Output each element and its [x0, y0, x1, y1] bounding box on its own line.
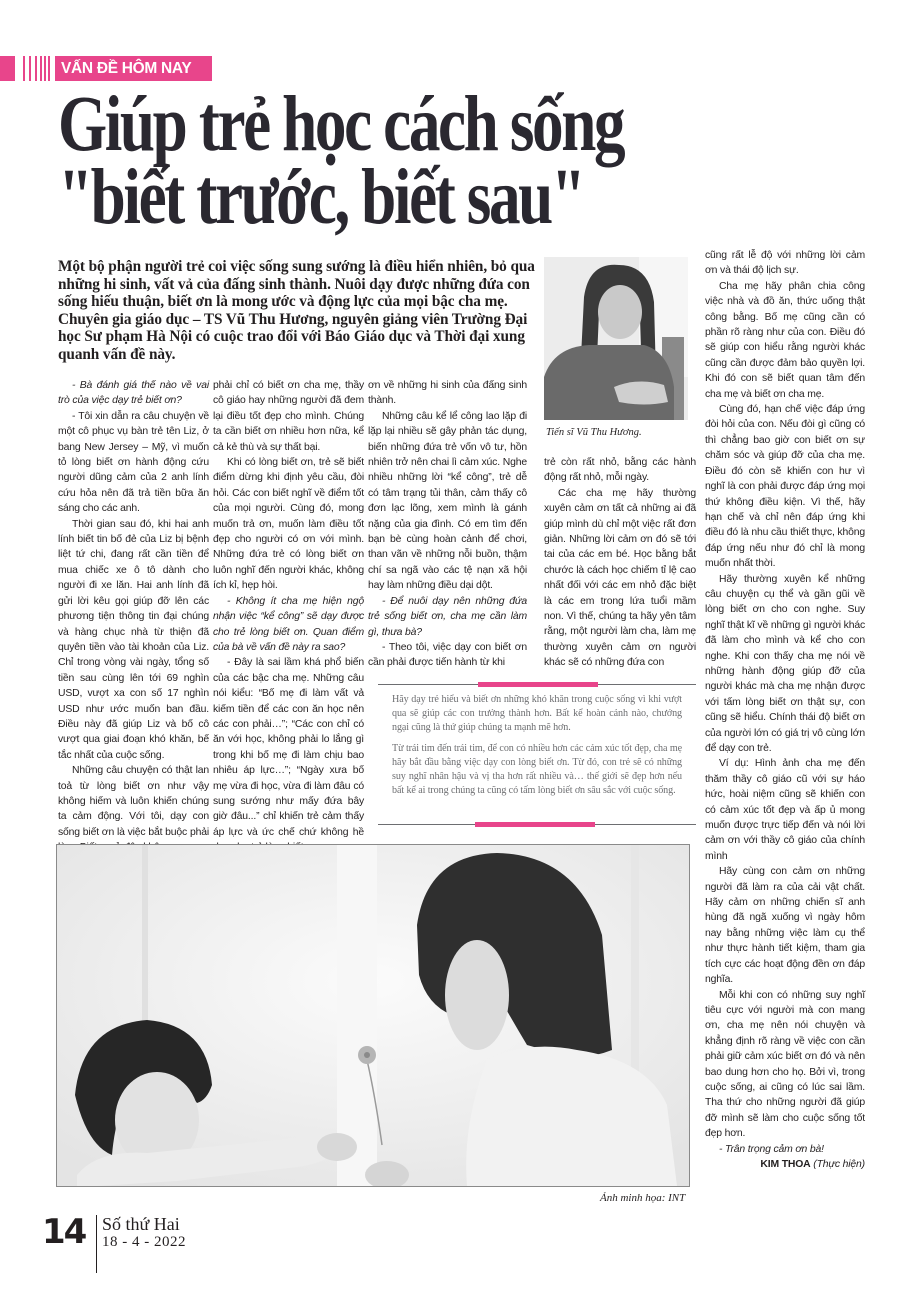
- byline-name: KIM THOA: [760, 1158, 811, 1170]
- body-paragraph: Ví dụ: Hình ảnh cha mẹ đến thăm thầy cô giáo cũ với sự háo hức, hoài niệm cũng sẽ khiến con có cảm xúc tốt đẹp và ấp ủ mong muốn được trực tiếp đến và nói lời cảm ơn với thầy cô giáo của chính mình: [705, 758, 865, 862]
- pull-quote-paragraph: Hãy dạy trẻ hiểu và biết ơn những khó khăn trong cuộc sống vì khi vượt qua sẽ giúp các con trưởng thành hơn. Bất kể hoàn cảnh nào, chướng ngại cũng là thứ giúp chúng ta mạnh mẽ hơn.: [392, 694, 682, 734]
- pull-quote-bottom-accent: [475, 822, 595, 827]
- headline: [58, 81, 858, 241]
- body-paragraph: Khi có lòng biết ơn, trẻ sẽ biết điểm dừng khi định yêu cầu, đòi hỏi. Các con biết nghĩ về điểm tốt của mọi người. Cùng đó, mong muốn trả ơn, muốn làm điều tốt đẹp cho người có ơn với mình. Những đứa trẻ có lòng biết ơn luôn nghĩ đến người khác, không ích kỉ, hẹp hòi.: [213, 457, 364, 592]
- pull-quote-paragraph: Từ trái tim đến trái tim, để con có nhiều hơn các cảm xúc tốt đẹp, cha mẹ hãy bắt đầu bằng việc dạy con lòng biết ơn. Từ đó, con trẻ sẽ có những suy nghĩ nhân hậu và vị tha hơn rất nhiều và… thế giới sẽ đẹp hơn nếu bất kể ai trong chúng ta cũng có tấm lòng biết ơn sâu sắc với cuộc sống.: [392, 742, 682, 797]
- interview-question: - Không ít cha mẹ hiện ngộ nhận việc “kể công” sẽ dạy được cho trẻ lòng biết ơn. Quan điểm của bà về vấn đề này ra sao?: [213, 595, 364, 653]
- body-paragraph: ơn về những hi sinh của đấng sinh thành.: [368, 380, 527, 407]
- lead-paragraph: Một bộ phận người trẻ coi việc sống sung sướng là điều hiển nhiên, bỏ qua những hi sinh, vất vả của đấng sinh thành. Nuôi dạy được những đứa con sống hiếu thuận, biết ơn là mong ước và động lực của mọi bậc cha mẹ. Chuyên gia giáo dục – TS Vũ Thu Hương, nguyên giảng viên Trường Đại học Sư phạm Hà Nội có cuộc trao đổi với Báo Giáo dục và Thời đại xung quanh vấn đề này.: [58, 258, 535, 363]
- body-column-4: [544, 455, 696, 671]
- body-paragraph: trẻ còn rất nhỏ, bằng các hành động rất nhỏ, mỗi ngày.: [544, 457, 696, 484]
- tag-stripe: [44, 56, 46, 81]
- body-paragraph: phải chỉ có biết ơn cha mẹ, thầy cô giáo hay những người đã đem lại điều tốt đẹp cho mình. Chúng ta cần biết ơn nhiều hơn nữa, kể cả kẻ thù và sự thất bại.: [213, 380, 364, 453]
- section-tag-label: VẤN ĐỀ HÔM NAY: [55, 56, 212, 81]
- body-paragraph: Hãy cùng con cảm ơn những người đã làm ra của cải vật chất. Hãy cảm ơn những chiến sĩ anh hùng đã ngã xuống vì ngày hôm nay bằng những việc làm cụ thể như thực hành tiết kiệm, tham gia tích cực các hoạt động đền ơn đáp nghĩa.: [705, 866, 865, 986]
- headline-line-1: Giúp trẻ học cách sống: [58, 81, 624, 168]
- body-column-1: [58, 378, 209, 856]
- body-paragraph: Hãy thường xuyên kể những câu chuyện cụ thể và gần gũi về lòng biết ơn cho con nghe. Suy nghĩ thật kĩ về những gì người khác đã làm cho mình và kể cho con nghe. Khi con thấy cha mẹ nói về những hành động giúp đỡ của người khác mà cha mẹ nhận được với tấm lòng biết ơn thật sự, con cũng sẽ hiểu. Chính thái độ biết ơn của người lớn có giá trị vô cùng lớn để dạy con trẻ.: [705, 573, 865, 754]
- body-paragraph: Những câu chuyện có thật lan toả từ lòng biết ơn như vậy không hiếm và luôn khiến chúng ta cảm động. Với tôi, dạy con sống biết ơn là việc bắt buộc phải: [58, 765, 209, 838]
- body-paragraph: Các cha mẹ hãy thường xuyên cảm ơn tất cả những ai đã giúp mình dù chỉ một việc rất đơn giản. Những lời cảm ơn đó sẽ tới tai của các em bé. Học bằng bắt chước là cách học chiếm tỉ lệ cao nhất đối với các em nhỏ đặc biệt là các em trong lứa tuổi mầm non. Vì thế, chúng ta hãy yên tâm rằng, một người làm cha, làm mẹ thường xuyên cảm ơn người khác sẽ có những đứa con: [544, 487, 696, 669]
- closing-remark: - Trân trọng cảm ơn bà!: [719, 1143, 824, 1155]
- section-tag: [0, 56, 212, 81]
- folio-divider: [96, 1215, 97, 1273]
- pull-quote: [392, 693, 682, 798]
- tag-stripe: [23, 56, 25, 81]
- illustration-image: [57, 845, 689, 1186]
- tag-stripe: [29, 56, 31, 81]
- page-number: 14: [42, 1212, 86, 1252]
- portrait-caption: Tiến sĩ Vũ Thu Hương.: [546, 427, 642, 438]
- body-column-5: [705, 248, 865, 1172]
- portrait-photo: [544, 257, 688, 420]
- body-paragraph: Cha mẹ hãy phân chia công việc nhà và đồ ăn, thức uống thật công bằng. Bố mẹ cũng cần có phần rõ ràng như của con. Điều đó sẽ giúp con hiểu rằng người khác cũng cần được đảm bảo quyền lợi. Khi đó con sẽ biết quan tâm đến cha mẹ và biết ơn cha mẹ.: [705, 280, 865, 400]
- body-paragraph: Thời gian sau đó, khi hai anh lính biết tin bố đẻ của Liz bị bệnh liệt tứ chi, đang rất cần tiền để mua chiếc xe ô tô dành cho người đi xe lăn. Hai anh lính đã gửi lời kêu gọi giúp đỡ lên các phương tiện thông tin đại chúng và hàng chục nhà từ thiện đã quyên tiền vào tài khoản của Liz. Chỉ trong vòng vài ngày, tổng số tiền sau cùng lên tới 69 nghìn USD, vượt xa con số 17 nghìn USD như ước muốn ban đầu. Điều này đã giúp Liz và bố cô vượt qua giai đoạn khó khăn, bế tắc nhất của cuộc sống.: [58, 518, 209, 761]
- photo-credit: Ảnh minh họa: INT: [600, 1192, 686, 1204]
- issue-date: 18 - 4 - 2022: [102, 1234, 186, 1250]
- byline: [705, 1157, 865, 1172]
- interview-question: - Bà đánh giá thế nào về vai trò của việc dạy trẻ biết ơn?: [58, 380, 209, 407]
- tag-stripe: [40, 56, 42, 81]
- headline-line-2: "biết trước, biết sau": [58, 154, 584, 241]
- body-column-3: [368, 378, 527, 671]
- pull-quote-top-accent: [478, 682, 598, 687]
- tag-stripe: [48, 56, 50, 81]
- tag-accent-block: [0, 56, 15, 81]
- body-paragraph: Mỗi khi con có những suy nghĩ tiêu cực với người mà con mang ơn, cha mẹ nên nói chuyện và khẳng định rõ ràng về việc con cần phải giữ cảm xúc biết ơn đó và nên bao dung hơn cho họ. Bởi vì, trong cuộc sống, ai cũng có lúc sai lầm. Tha thứ cho những người đã giúp đỡ mình sẽ làm cho cuộc sống tốt đẹp hơn.: [705, 989, 865, 1140]
- body-paragraph: - Theo tôi, việc dạy con biết ơn cần phải được tiến hành từ khi: [368, 641, 527, 669]
- byline-role: (Thực hiện): [813, 1158, 865, 1170]
- portrait-image: [544, 257, 688, 420]
- issue-name: Số thứ Hai: [102, 1214, 180, 1234]
- tag-stripe: [35, 56, 37, 81]
- body-paragraph: - Đây là sai lầm khá phổ biến của các bậc cha mẹ. Những câu nói kiểu: “Bố mẹ đi làm vất vả kiếm tiền để các con ăn học nên các con phải…”; “Các con chỉ có ăn với học, không phải lo lắng gì trong khi bố mẹ đi làm chịu bao nhiêu áp lực…”; “Ngày xưa bố mẹ vừa đi học, vừa đi làm đâu có sung sướng như mấy đứa bây giờ đâu...” chỉ khiến trẻ cảm thấy áp lực và ức chế chứ không hề: [213, 657, 364, 838]
- interview-question: - Để nuôi dạy nên những đứa trẻ sống biết ơn, cha mẹ cần làm gì, thưa bà?: [368, 595, 527, 638]
- body-paragraph: - Tôi xin dẫn ra câu chuyện về một cô phục vụ bàn trẻ tên Liz, ở bang New Jersey – Mỹ, vì muốn tỏ lòng biết ơn hành động cứu người dũng cảm của 2 anh lính cứu hỏa nên đã trả tiền bữa ăn sáng cho các anh.: [58, 410, 209, 515]
- body-column-2: [213, 378, 364, 856]
- body-paragraph: Cùng đó, hạn chế việc đáp ứng đòi hỏi của con. Nếu đòi gì cũng có thì chẳng bao giờ con biết ơn sự chăm sóc và giúp đỡ của cha mẹ. Điều đó còn sẽ khiến con hư vì nghĩ là con phải được đáp ứng mọi thứ không điều kiện. Vì thế, hãy hạn chế và chỉ nên đáp ứng khi điều đó là nhu cầu thiết thực, không đáp ứng nếu như đó chỉ là mong muốn nhất thời.: [705, 404, 865, 570]
- body-paragraph: Những câu kể lể công lao lặp đi lặp lại nhiều sẽ gây phản tác dụng, biến những đứa trẻ vốn vô tư, hồn nhiên trở nên chai lì cảm xúc. Nghe nhiều những lời “kể công”, trẻ dễ có tâm trạng tủi thân, cảm thấy cô đơn lạc lõng, xem mình là gánh nặng của gia đình. Có em tìm đến bạn bè cùng hoàn cảnh để chơi, than vãn về những nỗi buồn, thậm chí sa ngã vào các tệ nạn xã hội hay làm những điều dại dột.: [368, 410, 527, 592]
- body-paragraph: cũng rất lễ độ với những lời cảm ơn và thái độ lịch sự.: [705, 250, 865, 277]
- illustration-photo: [56, 844, 690, 1187]
